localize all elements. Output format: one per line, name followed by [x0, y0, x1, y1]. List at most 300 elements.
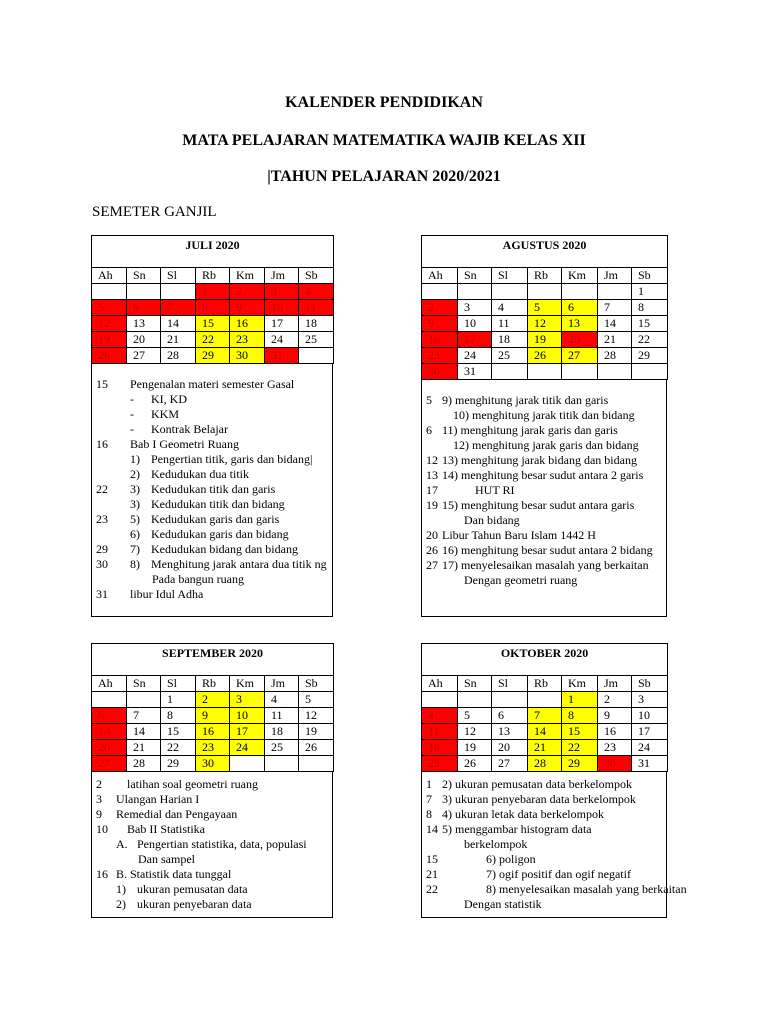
day-cell: 26	[528, 348, 562, 364]
day-cell: 10	[632, 708, 668, 724]
day-cell	[299, 348, 334, 364]
month-header	[422, 236, 668, 268]
week-row	[422, 364, 668, 380]
note-text: 11) menghitung jarak garis dan garis	[442, 423, 618, 437]
notes-box	[421, 771, 687, 918]
day-cell: 10	[230, 708, 265, 724]
note-text: libur Idul Adha	[130, 587, 204, 601]
note-text: Pengertian titik, garis dan bidang|	[151, 452, 313, 466]
note-list-marker: 3)	[130, 497, 140, 511]
day-cell: 6	[562, 300, 598, 316]
subject-title: MATA PELAJARAN MATEMATIKA WAJIB KELAS XII	[182, 132, 586, 149]
note-list-marker: -	[130, 407, 134, 421]
day-cell	[127, 284, 161, 300]
day-cell: 27	[492, 756, 528, 772]
week-row	[92, 300, 334, 316]
note-text: Dengan statistik	[464, 897, 542, 911]
calendar-grid	[421, 643, 668, 772]
note-list-marker: 2)	[116, 897, 126, 911]
day-cell: 29	[562, 756, 598, 772]
note-date: 16	[96, 867, 108, 881]
weekday-header: Sb	[299, 268, 334, 284]
week-row	[92, 316, 334, 332]
day-cell: 21	[528, 740, 562, 756]
note-text: Pengertian statistika, data, populasi	[137, 837, 307, 851]
note-text: 14) menghitung besar sudut antara 2 garis	[442, 468, 644, 482]
day-cell: 19	[458, 740, 492, 756]
day-cell: 23	[422, 348, 458, 364]
day-cell: 6	[492, 708, 528, 724]
note-text: 2) ukuran pemusatan data berkelompok	[442, 777, 632, 791]
weekday-header: Sl	[161, 268, 196, 284]
day-cell: 3	[265, 284, 299, 300]
week-row	[92, 740, 334, 756]
day-cell: 16	[230, 316, 265, 332]
calendar-grid	[91, 643, 334, 772]
weekday-header-row	[92, 268, 334, 284]
note-date: 9	[96, 807, 102, 821]
week-row	[422, 708, 668, 724]
day-cell: 8	[161, 708, 196, 724]
day-cell: 18	[422, 740, 458, 756]
week-row	[422, 284, 668, 300]
day-cell: 11	[265, 708, 299, 724]
day-cell: 12	[528, 316, 562, 332]
weekday-header: Ah	[92, 268, 127, 284]
note-text: ukuran penyebaran data	[137, 897, 252, 911]
day-cell: 6	[127, 300, 161, 316]
note-text: 15) menghitung besar sudut antara garis	[442, 498, 635, 512]
day-cell: 25	[422, 756, 458, 772]
day-cell	[528, 284, 562, 300]
day-cell: 5	[458, 708, 492, 724]
day-cell: 29	[196, 348, 230, 364]
note-text: Kedudukan garis dan bidang	[151, 527, 289, 541]
weekday-header: Km	[230, 268, 265, 284]
note-text: Kedudukan dua titik	[151, 467, 249, 481]
day-cell: 22	[196, 332, 230, 348]
note-text: Menghitung jarak antara dua titik ng	[151, 557, 327, 571]
note-date: 6	[426, 423, 432, 437]
weekday-header-row	[422, 268, 668, 284]
note-date: 27	[426, 558, 438, 572]
note-date: 31	[96, 587, 108, 601]
day-cell: 16	[598, 724, 632, 740]
day-cell: 25	[492, 348, 528, 364]
week-row	[422, 692, 668, 708]
day-cell: 15	[632, 316, 668, 332]
week-row	[422, 724, 668, 740]
weekday-header: Rb	[528, 676, 562, 692]
note-list-marker: 6)	[130, 527, 140, 541]
day-cell: 17	[265, 316, 299, 332]
day-cell: 1	[196, 284, 230, 300]
note-text: 13) menghitung jarak bidang dan bidang	[442, 453, 637, 467]
day-cell: 28	[127, 756, 161, 772]
note-text: Dan bidang	[464, 513, 520, 527]
note-date: 16	[96, 437, 108, 451]
day-cell	[492, 284, 528, 300]
day-cell: 11	[492, 316, 528, 332]
weekday-header: Km	[562, 676, 598, 692]
day-cell: 14	[528, 724, 562, 740]
day-cell: 14	[127, 724, 161, 740]
day-cell: 2	[598, 692, 632, 708]
day-cell: 29	[161, 756, 196, 772]
day-cell: 2	[422, 300, 458, 316]
note-list-marker: 1)	[116, 882, 126, 896]
week-row	[422, 316, 668, 332]
day-cell	[528, 364, 562, 380]
weekday-header: Sl	[492, 268, 528, 284]
week-row	[92, 332, 334, 348]
note-text: 16) menghitung besar sudut antara 2 bidang	[442, 543, 653, 557]
day-cell: 28	[528, 756, 562, 772]
day-cell: 20	[492, 740, 528, 756]
week-row	[92, 284, 334, 300]
week-row	[422, 300, 668, 316]
day-cell: 12	[299, 708, 334, 724]
day-cell: 3	[230, 692, 265, 708]
note-text: Dengan geometri ruang	[464, 573, 578, 587]
document-title: KALENDER PENDIDIKAN	[285, 94, 483, 111]
day-cell: 23	[196, 740, 230, 756]
note-list-marker: -	[130, 392, 134, 406]
weekday-header: Jm	[598, 268, 632, 284]
notes-box	[421, 379, 667, 617]
week-row	[422, 756, 668, 772]
day-cell: 21	[598, 332, 632, 348]
note-date: 7	[426, 792, 432, 806]
day-cell: 18	[265, 724, 299, 740]
day-cell: 24	[230, 740, 265, 756]
day-cell: 17	[230, 724, 265, 740]
month-name: JULI 2020	[185, 238, 240, 252]
weekday-header: Ah	[422, 268, 458, 284]
note-date: 8	[426, 807, 432, 821]
weekday-header: Ah	[422, 676, 458, 692]
day-cell	[299, 756, 334, 772]
month-header	[92, 644, 334, 676]
note-date: 20	[426, 528, 438, 542]
note-text: Kedudukan bidang dan bidang	[151, 542, 298, 556]
day-cell: 13	[492, 724, 528, 740]
day-cell: 15	[196, 316, 230, 332]
note-text: Kedudukan titik dan bidang	[151, 497, 285, 511]
day-cell: 26	[92, 348, 127, 364]
day-cell: 16	[196, 724, 230, 740]
day-cell: 17	[458, 332, 492, 348]
note-list-marker: A.	[116, 837, 128, 851]
academic-year-title: |TAHUN PELAJARAN 2020/2021	[267, 168, 501, 185]
day-cell: 20	[92, 740, 127, 756]
note-text: 6) poligon	[486, 852, 536, 866]
note-text: Ulangan Harian I	[116, 792, 200, 806]
day-cell: 7	[161, 300, 196, 316]
day-cell: 1	[161, 692, 196, 708]
note-date: 15	[96, 377, 108, 391]
day-cell: 27	[562, 348, 598, 364]
day-cell	[161, 284, 196, 300]
day-cell: 8	[562, 708, 598, 724]
day-cell: 5	[92, 300, 127, 316]
day-cell: 19	[299, 724, 334, 740]
day-cell	[562, 364, 598, 380]
semester-label: SEMETER GANJIL	[92, 204, 217, 220]
day-cell: 3	[458, 300, 492, 316]
note-date: 22	[426, 882, 438, 896]
day-cell: 30	[598, 756, 632, 772]
week-row	[422, 740, 668, 756]
day-cell	[598, 364, 632, 380]
day-cell: 5	[528, 300, 562, 316]
day-cell: 4	[299, 284, 334, 300]
day-cell: 14	[161, 316, 196, 332]
day-cell: 18	[299, 316, 334, 332]
day-cell: 20	[562, 332, 598, 348]
day-cell: 10	[265, 300, 299, 316]
day-cell: 23	[598, 740, 632, 756]
note-list-marker: -	[130, 422, 134, 436]
day-cell: 26	[299, 740, 334, 756]
note-date: 19	[426, 498, 438, 512]
note-text: Pengenalan materi semester Gasal	[130, 377, 295, 391]
day-cell: 1	[562, 692, 598, 708]
note-date: 15	[426, 852, 438, 866]
day-cell: 31	[458, 364, 492, 380]
day-cell: 9	[230, 300, 265, 316]
day-cell: 24	[632, 740, 668, 756]
day-cell: 13	[92, 724, 127, 740]
day-cell: 13	[127, 316, 161, 332]
note-list-marker: 5)	[130, 512, 140, 526]
note-text: berkelompok	[464, 837, 528, 851]
weekday-header: Sb	[632, 676, 668, 692]
day-cell: 25	[299, 332, 334, 348]
day-cell: 4	[492, 300, 528, 316]
day-cell: 25	[265, 740, 299, 756]
note-date: 12	[426, 453, 438, 467]
day-cell: 3	[632, 692, 668, 708]
note-text: 3) ukuran penyebaran data berkelompok	[442, 792, 636, 806]
day-cell: 12	[92, 316, 127, 332]
note-date: 13	[426, 468, 438, 482]
note-date: 14	[426, 822, 438, 836]
day-cell: 4	[265, 692, 299, 708]
note-list-marker: 2)	[130, 467, 140, 481]
note-list-marker: 7)	[130, 542, 140, 556]
day-cell: 7	[528, 708, 562, 724]
day-cell	[127, 692, 161, 708]
day-cell: 21	[161, 332, 196, 348]
day-cell: 7	[127, 708, 161, 724]
day-cell: 8	[632, 300, 668, 316]
note-date: 21	[426, 867, 438, 881]
note-text: Kedudukan titik dan garis	[151, 482, 276, 496]
day-cell: 22	[562, 740, 598, 756]
note-list-marker: 8)	[130, 557, 140, 571]
day-cell: 22	[632, 332, 668, 348]
note-date: 17	[426, 483, 438, 497]
day-cell: 9	[196, 708, 230, 724]
day-cell: 15	[562, 724, 598, 740]
note-text: HUT RI	[475, 483, 515, 497]
weekday-header: Rb	[196, 676, 230, 692]
day-cell: 10	[458, 316, 492, 332]
day-cell: 18	[492, 332, 528, 348]
day-cell: 28	[161, 348, 196, 364]
calendar-grid	[91, 235, 334, 364]
weekday-header: Jm	[265, 676, 299, 692]
day-cell: 20	[127, 332, 161, 348]
weekday-header: Sn	[458, 268, 492, 284]
day-cell	[598, 284, 632, 300]
note-date: 22	[96, 482, 108, 496]
weekday-header: Sl	[161, 676, 196, 692]
day-cell: 31	[265, 348, 299, 364]
day-cell: 21	[127, 740, 161, 756]
day-cell: 31	[632, 756, 668, 772]
note-text: 8) menyelesaikan masalah yang berkaitan	[486, 882, 687, 896]
note-text: Pada bangun ruang	[152, 572, 244, 586]
day-cell: 13	[562, 316, 598, 332]
day-cell: 12	[458, 724, 492, 740]
month-name: AGUSTUS 2020	[502, 238, 587, 252]
note-text: 4) ukuran letak data berkelompok	[442, 807, 604, 821]
week-row	[92, 692, 334, 708]
note-text: Bab II Statistika	[127, 822, 205, 836]
day-cell: 23	[230, 332, 265, 348]
day-cell: 17	[632, 724, 668, 740]
note-text: Remedial dan Pengayaan	[116, 807, 238, 821]
note-text: B. Statistik data tunggal	[116, 867, 232, 881]
day-cell: 11	[422, 724, 458, 740]
day-cell	[458, 284, 492, 300]
day-cell	[528, 692, 562, 708]
weekday-header: Km	[562, 268, 598, 284]
note-text: ukuran pemusatan data	[137, 882, 248, 896]
day-cell: 19	[92, 332, 127, 348]
day-cell: 22	[161, 740, 196, 756]
day-cell: 16	[422, 332, 458, 348]
note-date: 5	[426, 393, 432, 407]
weekday-header: Sn	[127, 268, 161, 284]
note-text: 10) menghitung jarak titik dan bidang	[453, 408, 635, 422]
week-row	[92, 724, 334, 740]
note-list-marker: 1)	[130, 452, 140, 466]
day-cell	[632, 364, 668, 380]
note-text: KKM	[151, 407, 180, 421]
note-text: latihan soal geometri ruang	[127, 777, 258, 791]
day-cell	[92, 284, 127, 300]
day-cell: 27	[92, 756, 127, 772]
weekday-header: Sb	[632, 268, 668, 284]
weekday-header: Jm	[598, 676, 632, 692]
weekday-header: Sl	[492, 676, 528, 692]
day-cell: 2	[230, 284, 265, 300]
day-cell	[458, 692, 492, 708]
week-row	[422, 348, 668, 364]
day-cell	[422, 692, 458, 708]
day-cell	[230, 756, 265, 772]
weekday-header: Rb	[528, 268, 562, 284]
week-row	[92, 756, 334, 772]
day-cell: 8	[196, 300, 230, 316]
weekday-header-row	[422, 676, 668, 692]
notes-box	[91, 363, 333, 617]
day-cell: 15	[161, 724, 196, 740]
note-text: Bab I Geometri Ruang	[130, 437, 239, 451]
note-text: 17) menyelesaikan masalah yang berkaitan	[442, 558, 649, 572]
day-cell: 6	[92, 708, 127, 724]
weekday-header: Sn	[458, 676, 492, 692]
note-text: Dan sampel	[138, 852, 195, 866]
week-row	[92, 348, 334, 364]
day-cell	[562, 284, 598, 300]
day-cell: 9	[598, 708, 632, 724]
note-text: Kontrak Belajar	[151, 422, 228, 436]
note-text: 5) menggambar histogram data	[442, 822, 592, 836]
weekday-header-row	[92, 676, 334, 692]
day-cell: 24	[458, 348, 492, 364]
day-cell	[492, 364, 528, 380]
day-cell	[422, 284, 458, 300]
day-cell: 7	[598, 300, 632, 316]
day-cell: 27	[127, 348, 161, 364]
note-text: Kedudukan garis dan garis	[151, 512, 280, 526]
notes-box	[91, 771, 333, 918]
note-text: 9) menghitung jarak titik dan garis	[442, 393, 609, 407]
note-date: 3	[96, 792, 102, 806]
month-header	[92, 236, 334, 268]
day-cell: 19	[528, 332, 562, 348]
day-cell	[92, 692, 127, 708]
day-cell: 2	[196, 692, 230, 708]
day-cell: 30	[196, 756, 230, 772]
note-text: KI, KD	[151, 392, 187, 406]
day-cell: 9	[422, 316, 458, 332]
weekday-header: Km	[230, 676, 265, 692]
note-text: Libur Tahun Baru Islam 1442 H	[442, 528, 596, 542]
day-cell: 24	[265, 332, 299, 348]
weekday-header: Jm	[265, 268, 299, 284]
weekday-header: Sb	[299, 676, 334, 692]
note-list-marker: 3)	[130, 482, 140, 496]
weekday-header: Ah	[92, 676, 127, 692]
week-row	[92, 708, 334, 724]
month-name: SEPTEMBER 2020	[162, 646, 264, 660]
calendar-grid	[421, 235, 668, 380]
note-date: 23	[96, 512, 108, 526]
day-cell: 11	[299, 300, 334, 316]
note-date: 29	[96, 542, 108, 556]
month-name: OKTOBER 2020	[500, 646, 589, 660]
month-header	[422, 644, 668, 676]
day-cell: 29	[632, 348, 668, 364]
day-cell	[265, 756, 299, 772]
week-row	[422, 332, 668, 348]
day-cell: 5	[299, 692, 334, 708]
day-cell: 14	[598, 316, 632, 332]
note-date: 30	[96, 557, 108, 571]
note-date: 2	[96, 777, 102, 791]
weekday-header: Rb	[196, 268, 230, 284]
day-cell	[492, 692, 528, 708]
day-cell: 30	[230, 348, 265, 364]
day-cell: 28	[598, 348, 632, 364]
note-date: 1	[426, 777, 432, 791]
note-date: 26	[426, 543, 438, 557]
